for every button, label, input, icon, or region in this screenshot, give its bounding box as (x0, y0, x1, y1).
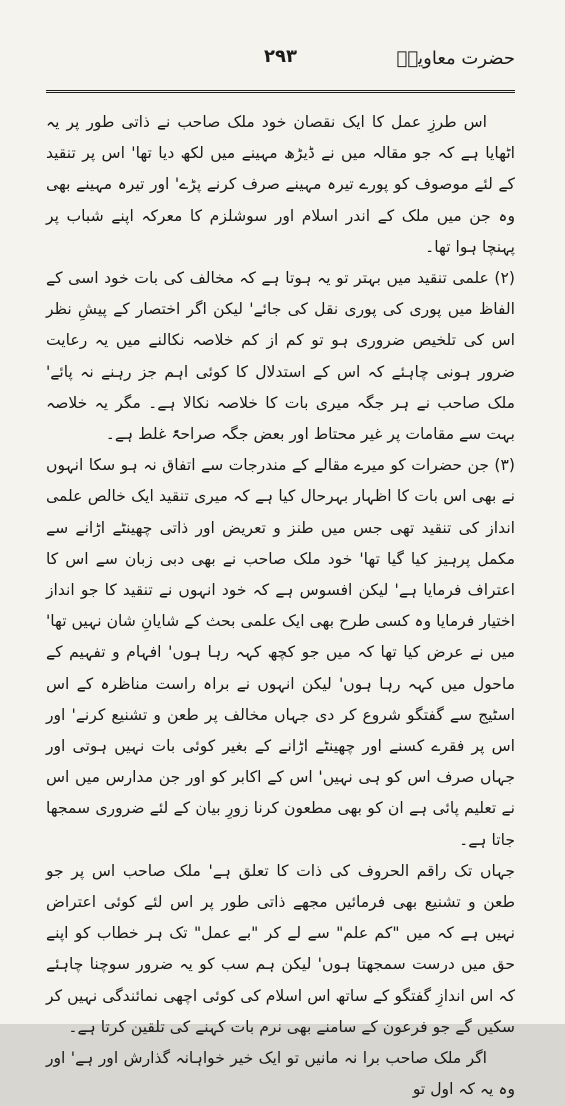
paragraph-3: (۳) جن حضرات کو میرے مقالے کے مندرجات سے اتفاق نہ ہو سکا انہوں نے بھی اس بات کا اظہار بہرحال کیا ہے کہ میری تنقید ایک خالص علمی انداز کی تنقید تھی جس میں طنز و تعریض اور ذاتی چھینٹے اڑانے سے مکمل پرہیز کیا گیا تھا' خود ملک صاحب نے بھی دبی زبان سے اس کا اعتراف فرمایا ہے' لیکن افسوس ہے کہ خود انہوں نے تنقید کا جو انداز اختیار فرمایا وہ کسی طرح بھی ایک علمی بحث کے شایانِ شان نہیں تھا' میں نے عرض کیا تھا کہ میں جو کچھ کہہ رہا ہوں' افہام و تفہیم کے ماحول میں کہہ رہا ہوں' لیکن انہوں نے براہ راست مناظرہ کے اس اسٹیج سے گفتگو شروع کر دی جہاں مخالف پر طعن و تشنیع کرنے' اور اس پر فقرے کسنے اور چھینٹے اڑانے کے بغیر کوئی بات نہیں ہوتی اور جہاں صرف اس کو ہی نہیں' اس کے اکابر کو اور جن مدارس میں اس نے تعلیم پائی ہے ان کو بھی مطعون کرنا زورِ بیان کے لئے ضروری سمجھا جاتا ہے۔ (46, 456, 515, 849)
running-title: حضرت معاویہؓ (396, 48, 515, 69)
paragraph-2: (۲) علمی تنقید میں بہتر تو یہ ہوتا ہے کہ مخالف کی بات خود اسی کے الفاظ میں پوری کی پوری نقل کی جائے' لیکن اگر اختصار کے پیشِ نظر اس کی تلخیص ضروری ہو تو کم از کم خلاصہ نکالنے میں یہ رعایت ضرور ہونی چاہئے کہ اس کے استدلال کا کوئی اہم جز رہنے نہ پائے' ملک صاحب نے ہر جگہ میری بات کا خلاصہ نکالا ہے۔ مگر یہ خلاصہ بہت سے مقامات پر غیر محتاط اور بعض جگہ صراحۃً غلط ہے۔ (46, 269, 515, 444)
paragraph-5: اگر ملک صاحب برا نہ مانیں تو ایک خیر خواہانہ گذارش اور ہے' اور وہ یہ کہ اول تو (46, 1049, 515, 1099)
paragraph-1: اس طرزِ عمل کا ایک نقصان خود ملک صاحب نے ذاتی طور پر یہ اٹھایا ہے کہ جو مقالہ میں نے ڈیڑھ مہینے میں لکھ دیا تھا' اس پر تنقید کے لئے موصوف کو پورے تیرہ مہینے صرف کرنے پڑے' اور تیرہ مہینے بھی وہ جن میں ملک کے اندر اسلام اور سوشلزم کا معرکہ اپنے شباب پر پہنچا ہوا تھا۔ (46, 113, 515, 256)
paragraph-4: جہاں تک راقم الحروف کی ذات کا تعلق ہے' ملک صاحب اس پر جو طعن و تشنیع بھی فرمائیں مجھے ذاتی طور پر اس لئے کوئی اعتراض نہیں ہے کہ میں "کم علم" سے لے کر "بے عمل" تک ہر خطاب کو اپنے حق میں درست سمجھتا ہوں' لیکن ہم سب کو یہ ضرور سوچنا چاہئے کہ اس اندازِ گفتگو کے ساتھ اس اسلام کی کوئی اچھی نمائندگی نہیں کر سکیں گے جو فرعون کے سامنے بھی نرم بات کہنے کی تلقین کرتا ہے۔ (46, 861, 515, 1036)
page-number: ۲۹۳ (264, 46, 297, 67)
page-body (46, 107, 515, 1106)
page-header (46, 38, 515, 93)
